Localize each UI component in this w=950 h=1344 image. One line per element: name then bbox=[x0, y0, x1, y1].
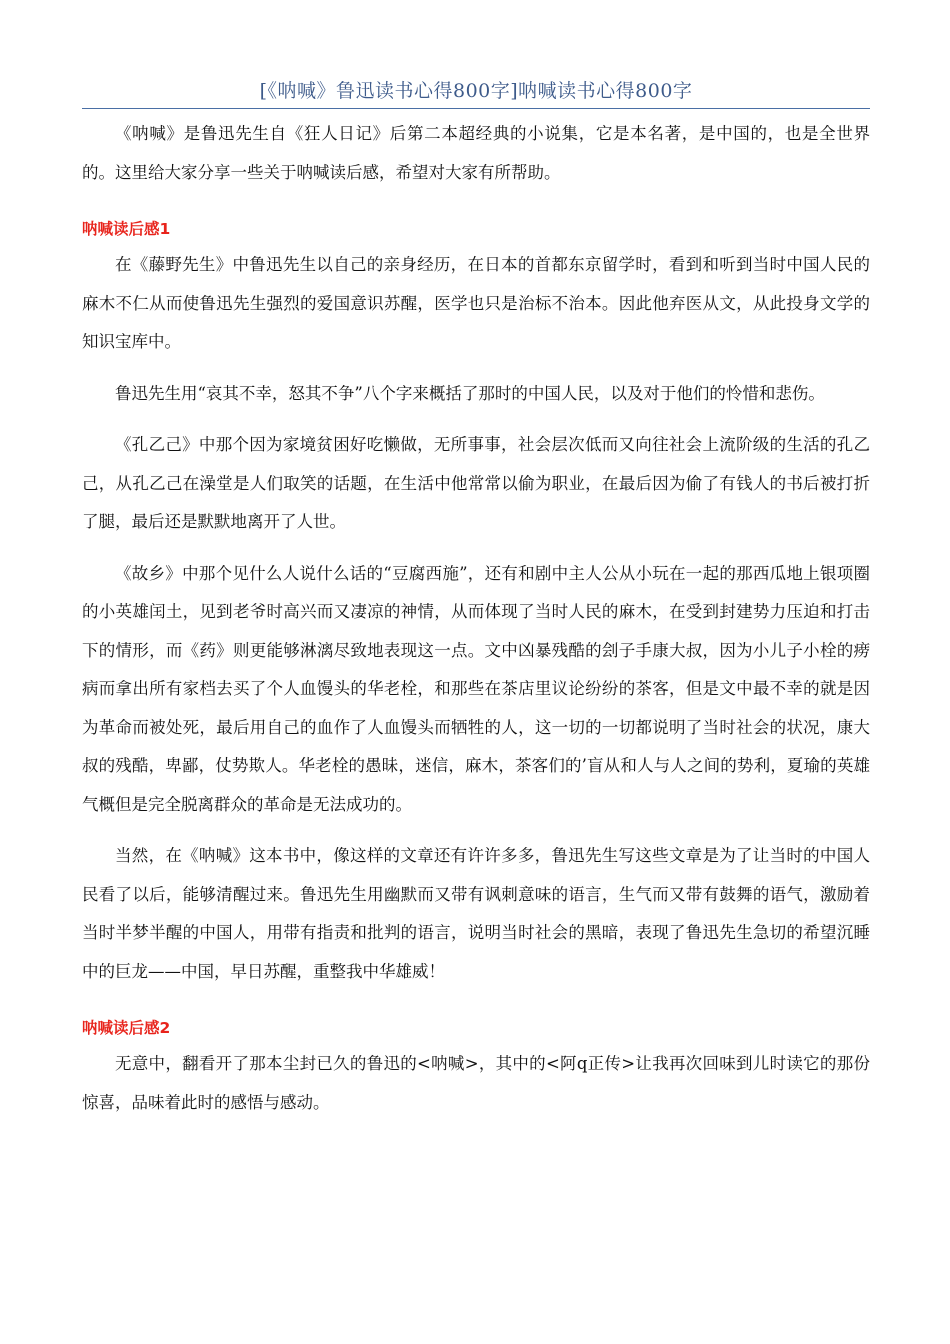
document-page bbox=[82, 78, 870, 1122]
section-1 bbox=[82, 216, 870, 991]
body-paragraph: 在《藤野先生》中鲁迅先生以自己的亲身经历，在日本的首都东京留学时，看到和听到当时中国人民的麻木不仁从而使鲁迅先生强烈的爱国意识苏醒，医学也只是治标不治本。因此他弃医从文，从此投身文学的知识宝库中。 bbox=[82, 255, 870, 351]
section-2 bbox=[82, 1015, 870, 1122]
body-paragraph: 鲁迅先生用“哀其不幸，怒其不争”八个字来概括了那时的中国人民，以及对于他们的怜惜和悲伤。 bbox=[115, 383, 825, 403]
intro-paragraph: 《呐喊》是鲁迅先生自《狂人日记》后第二本超经典的小说集，它是本名著，是中国的，也是全世界的。这里给大家分享一些关于呐喊读后感，希望对大家有所帮助。 bbox=[82, 124, 870, 182]
body-paragraph: 无意中，翻看开了那本尘封已久的鲁迅的<呐喊>，其中的<阿q正传>让我再次回味到儿时读它的那份惊喜，品味着此时的感悟与感动。 bbox=[82, 1054, 870, 1112]
section-heading: 呐喊读后感1 bbox=[82, 220, 171, 238]
page-header-title: [《呐喊》鲁迅读书心得800字]呐喊读书心得800字 bbox=[82, 78, 870, 109]
section-heading: 呐喊读后感2 bbox=[82, 1019, 171, 1037]
body-paragraph: 《故乡》中那个见什么人说什么话的“豆腐西施”，还有和剧中主人公从小玩在一起的那西瓜地上银项圈的小英雄闰土，见到老爷时高兴而又凄凉的神情，从而体现了当时人民的麻木，在受到封建势力压迫和打击下的情形，而《药》则更能够淋漓尽致地表现这一点。文中凶暴残酷的刽子手康大叔，因为小儿子小栓的痨病而拿出所有家档去买了个人血馒头的华老栓，和那些在茶店里议论纷纷的茶客，但是文中最不幸的就是因为革命而被处死，最后用自己的血作了人血馒头而牺牲的人，这一切的一切都说明了当时社会的状况，康大叔的残酷，卑鄙，仗势欺人。华老栓的愚昧，迷信，麻木，茶客们的’盲从和人与人之间的势利，夏瑜的英雄气概但是完全脱离群众的革命是无法成功的。 bbox=[82, 563, 870, 814]
body-paragraph: 《孔乙己》中那个因为家境贫困好吃懒做，无所事事，社会层次低而又向往社会上流阶级的生活的孔乙己，从孔乙己在澡堂是人们取笑的话题，在生活中他常常以偷为职业，在最后因为偷了有钱人的书后被打折了腿，最后还是默默地离开了人世。 bbox=[82, 435, 870, 531]
body-paragraph: 当然，在《呐喊》这本书中，像这样的文章还有许许多多，鲁迅先生写这些文章是为了让当时的中国人民看了以后，能够清醒过来。鲁迅先生用幽默而又带有讽刺意味的语言，生气而又带有鼓舞的语气，激励着当时半梦半醒的中国人，用带有指责和批判的语言，说明当时社会的黑暗，表现了鲁迅先生急切的希望沉睡中的巨龙——中国，早日苏醒，重整我中华雄威！ bbox=[82, 846, 870, 981]
